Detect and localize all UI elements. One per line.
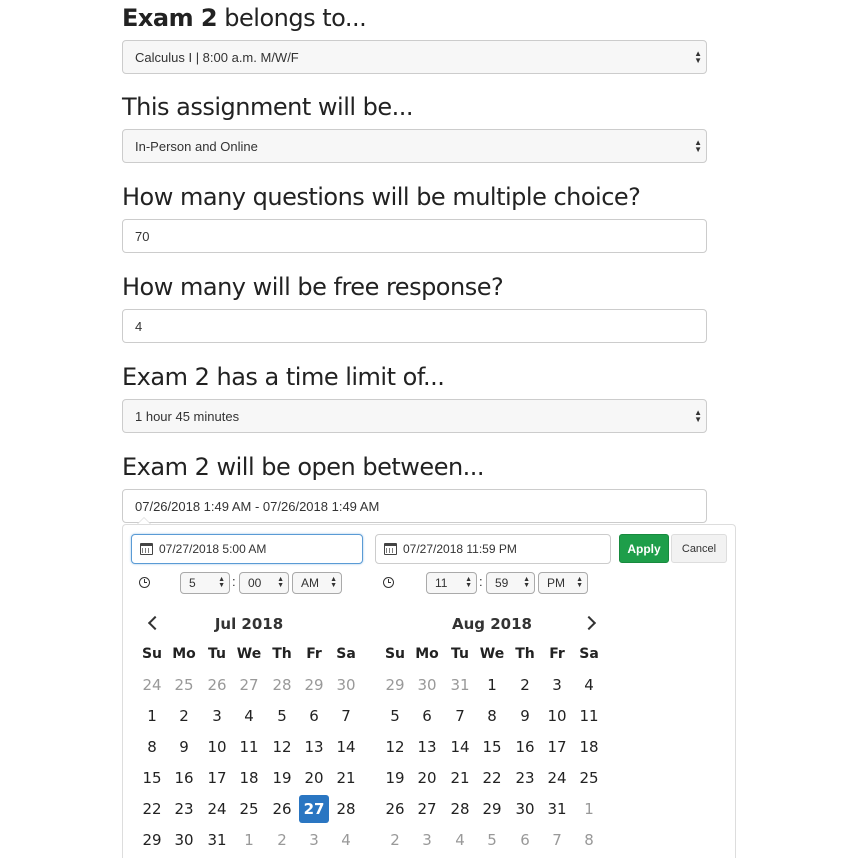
select-arrows-icon: ▲ ▼ [694,49,702,65]
calendar-day[interactable]: 3 [422,831,432,849]
calendar-day[interactable]: 14 [450,738,470,756]
calendar-day[interactable]: 1 [147,707,157,725]
weekday-header: Tu [451,646,469,662]
course-question-text: belongs to... [217,4,367,32]
end-minute-value: 59 [495,576,509,590]
calendar-day[interactable]: 11 [579,707,599,725]
multiple-choice-value: 70 [135,228,150,244]
calendar-day[interactable]: 29 [142,831,162,849]
select-arrows-icon: ▲ ▼ [694,138,702,154]
end-ampm-select[interactable] [538,572,588,594]
start-hour-select[interactable] [180,572,230,594]
course-question-label [122,4,366,32]
calendar-day[interactable]: 31 [547,800,567,818]
select-arrows-icon: ▲ ▼ [465,576,472,589]
calendar-day[interactable]: 24 [207,800,227,818]
select-arrows-icon: ▲ ▼ [277,576,284,589]
calendar-day[interactable]: 23 [174,800,194,818]
time-separator: : [479,574,483,589]
start-date-value: 07/27/2018 5:00 AM [159,542,267,556]
end-date-value: 07/27/2018 11:59 PM [403,542,517,556]
course-select-value: Calculus I | 8:00 a.m. M/W/F [135,49,299,65]
calendar-day[interactable]: 3 [309,831,319,849]
calendar-day[interactable]: 20 [304,769,324,787]
start-ampm-select[interactable] [292,572,342,594]
calendar-day[interactable]: 21 [450,769,470,787]
clock-icon [139,577,150,588]
calendar-day[interactable]: 16 [515,738,535,756]
calendar-day[interactable]: 6 [422,707,432,725]
calendar-day[interactable]: 24 [547,769,567,787]
free-response-label: How many will be free response? [122,273,504,301]
calendar-day[interactable]: 25 [239,800,259,818]
calendar-day[interactable]: 16 [174,769,194,787]
calendar-day[interactable]: 19 [385,769,405,787]
calendar-day[interactable]: 10 [547,707,567,725]
start-minute-value: 00 [248,576,262,590]
time-limit-select[interactable] [122,399,707,433]
weekday-header: Sa [579,646,599,662]
exam-name: Exam 2 [122,4,218,32]
calendar-day[interactable]: 30 [336,676,356,694]
time-limit-label: Exam 2 has a time limit of... [122,363,445,391]
end-hour-select[interactable] [426,572,477,594]
calendar-day[interactable]: 5 [390,707,400,725]
select-arrows-icon: ▲ ▼ [218,576,225,589]
select-arrows-icon: ▲ ▼ [523,576,530,589]
calendar-day[interactable]: 26 [207,676,227,694]
calendar-day[interactable]: 14 [336,738,356,756]
select-arrows-icon: ▲ ▼ [330,576,337,589]
calendar-day[interactable]: 10 [207,738,227,756]
calendar-day[interactable]: 17 [547,738,567,756]
assignment-type-value: In-Person and Online [135,138,258,154]
calendar-day[interactable]: 28 [336,800,356,818]
calendar-day[interactable]: 12 [385,738,405,756]
weekday-header: Mo [415,646,439,662]
calendar-day[interactable]: 8 [147,738,157,756]
calendar-day[interactable]: 20 [417,769,437,787]
calendar-day[interactable]: 27 [299,795,329,823]
calendar-day[interactable]: 9 [520,707,530,725]
calendar-day[interactable]: 18 [579,738,599,756]
weekday-header: Fr [306,646,322,662]
right-month-title: Aug 2018 [452,615,532,633]
calendar-day[interactable]: 6 [520,831,530,849]
calendar-day[interactable]: 7 [341,707,351,725]
select-arrows-icon: ▲ ▼ [694,408,702,424]
weekday-header: Su [141,646,163,662]
calendar-day[interactable]: 15 [482,738,502,756]
calendar-day[interactable]: 3 [212,707,222,725]
cancel-button[interactable]: Cancel [671,534,727,563]
calendar-day[interactable]: 2 [390,831,400,849]
free-response-value: 4 [135,318,143,334]
calendar-day[interactable]: 9 [179,738,189,756]
free-response-input[interactable] [122,309,707,343]
start-date-input[interactable] [131,534,363,564]
calendar-day[interactable]: 15 [142,769,162,787]
clock-icon [383,577,394,588]
calendar-day[interactable]: 19 [272,769,292,787]
time-limit-value: 1 hour 45 minutes [135,408,240,424]
picker-caret-inner [138,518,150,524]
weekday-header: Tu [208,646,226,662]
calendar-day[interactable]: 4 [244,707,254,725]
multiple-choice-label: How many questions will be multiple choice? [122,183,641,211]
weekday-header: Su [384,646,406,662]
weekday-header: Fr [549,646,565,662]
calendar-day[interactable]: 13 [417,738,437,756]
next-month-icon[interactable] [584,614,598,632]
calendar-day[interactable]: 31 [450,676,470,694]
start-hour-value: 5 [189,576,196,590]
calendar-icon [140,543,153,555]
calendar-day[interactable]: 30 [174,831,194,849]
calendar-day[interactable]: 7 [552,831,562,849]
end-hour-value: 11 [435,576,448,590]
calendar-day[interactable]: 13 [304,738,324,756]
calendar-day[interactable]: 29 [385,676,405,694]
calendar-day[interactable]: 2 [277,831,287,849]
calendar-day[interactable]: 1 [487,676,497,694]
start-ampm-value: AM [301,576,319,590]
end-ampm-value: PM [547,576,565,590]
calendar-day[interactable]: 24 [142,676,162,694]
assignment-type-select[interactable] [122,129,707,163]
multiple-choice-input[interactable] [122,219,707,253]
calendar-day[interactable]: 28 [450,800,470,818]
time-separator: : [232,574,236,589]
end-date-input[interactable] [375,534,611,564]
calendar-day[interactable]: 4 [455,831,465,849]
calendar-day[interactable]: 23 [515,769,535,787]
calendar-day[interactable]: 8 [487,707,497,725]
calendar-day[interactable]: 4 [341,831,351,849]
calendar-day[interactable]: 3 [552,676,562,694]
calendar-day[interactable]: 17 [207,769,227,787]
calendar-day[interactable]: 7 [455,707,465,725]
end-minute-select[interactable] [486,572,535,594]
calendar-day[interactable]: 26 [272,800,292,818]
calendar-day[interactable]: 12 [272,738,292,756]
calendar-day[interactable]: 29 [482,800,502,818]
calendar-day[interactable]: 2 [179,707,189,725]
assignment-type-label: This assignment will be... [122,93,414,121]
left-month-title: Jul 2018 [214,615,284,633]
calendar-day[interactable]: 31 [207,831,227,849]
apply-button[interactable]: Apply [619,534,669,563]
calendar-day[interactable]: 27 [417,800,437,818]
calendar-day[interactable]: 25 [174,676,194,694]
calendar-day[interactable]: 21 [336,769,356,787]
date-range-input[interactable] [122,489,707,523]
calendar-day[interactable]: 28 [272,676,292,694]
calendar-day[interactable]: 5 [487,831,497,849]
calendar-day[interactable]: 25 [579,769,599,787]
calendar-day[interactable]: 4 [584,676,594,694]
open-between-label: Exam 2 will be open between... [122,453,485,481]
date-range-value: 07/26/2018 1:49 AM - 07/26/2018 1:49 AM [135,498,380,514]
calendar-day[interactable]: 22 [482,769,502,787]
calendar-day[interactable]: 22 [142,800,162,818]
weekday-header: We [479,646,505,662]
calendar-day[interactable]: 8 [584,831,594,849]
prev-month-icon[interactable] [146,614,160,632]
calendar-day[interactable]: 30 [417,676,437,694]
weekday-header: Th [515,646,535,662]
weekday-header: Sa [336,646,356,662]
calendar-day[interactable]: 30 [515,800,535,818]
calendar-day[interactable]: 2 [520,676,530,694]
calendar-day[interactable]: 26 [385,800,405,818]
calendar-day[interactable]: 18 [239,769,259,787]
calendar-day[interactable]: 5 [277,707,287,725]
calendar-day[interactable]: 6 [309,707,319,725]
weekday-header: Mo [172,646,196,662]
select-arrows-icon: ▲ ▼ [576,576,583,589]
calendar-day[interactable]: 1 [584,800,594,818]
calendar-icon [384,543,397,555]
weekday-header: Th [272,646,292,662]
calendar-day[interactable]: 11 [239,738,259,756]
start-minute-select[interactable] [239,572,289,594]
calendar-day[interactable]: 29 [304,676,324,694]
weekday-header: We [236,646,262,662]
calendar-day[interactable]: 1 [244,831,254,849]
calendar-day[interactable]: 27 [239,676,259,694]
course-select[interactable] [122,40,707,74]
